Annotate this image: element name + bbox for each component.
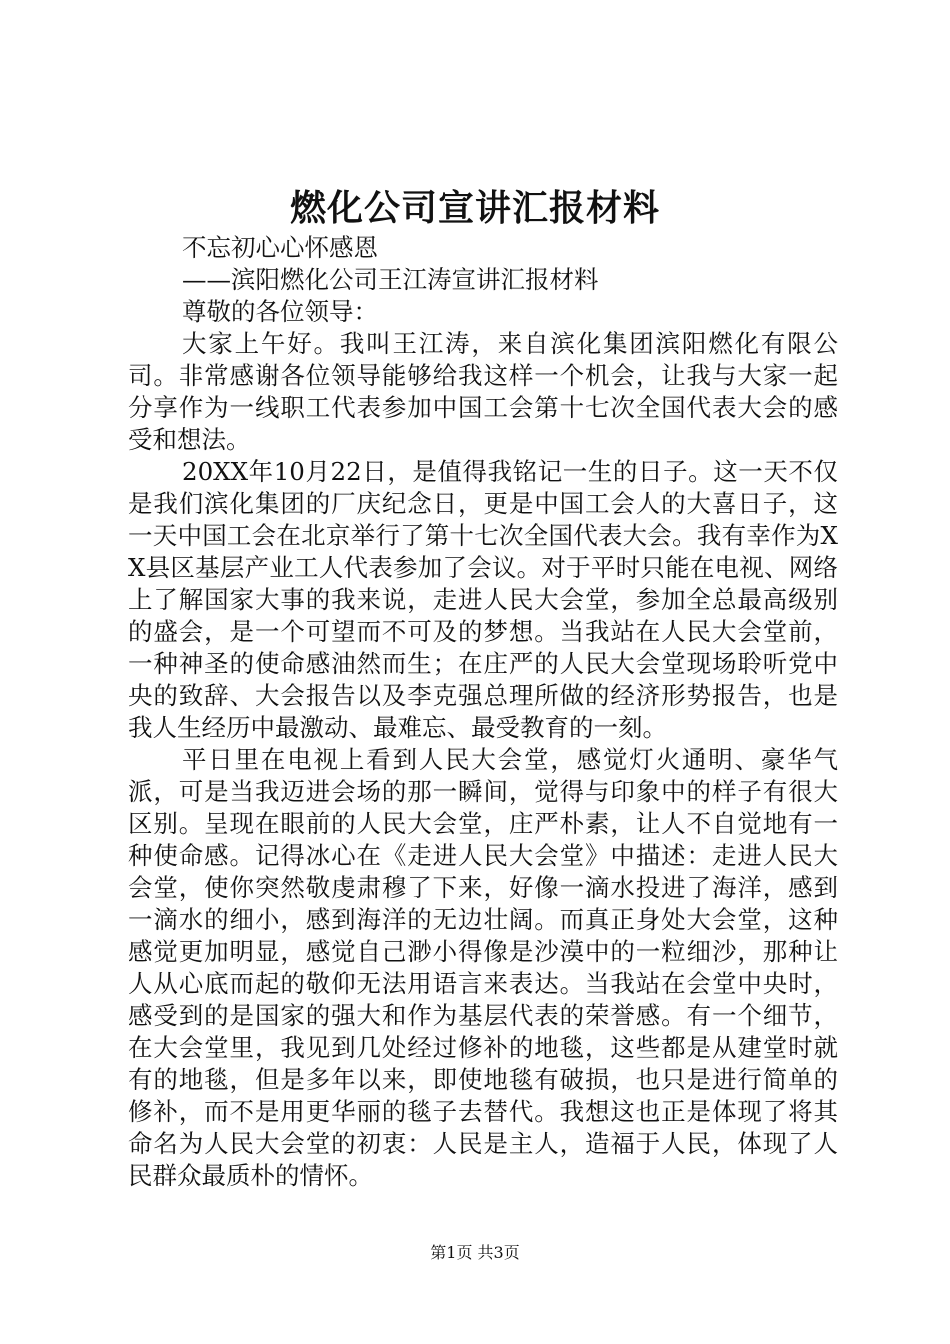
paragraph-2: 20XX年10月22日，是值得我铭记一生的日子。这一天不仅是我们滨化集团的厂庆纪念日，更是中国工会人的大喜日子，这一天中国工会在北京举行了第十七次全国代表大会。我有幸作为XX县区基层产业工人代表参加了会议。对于平时只能在电视、网络上了解国家大事的我来说，走进人民大会堂，参加全总最高级别的盛会，是一个可望而不可及的梦想。当我站在人民大会堂前，一种神圣的使命感油然而生；在庄严的人民大会堂现场聆听党中央的致辞、大会报告以及李克强总理所做的经济形势报告，也是我人生经历中最激动、最难忘、最受教育的一刻。: [128, 457, 838, 742]
paragraph-3: 平日里在电视上看到人民大会堂，感觉灯火通明、豪华气派，可是当我迈进会场的那一瞬间，觉得与印象中的样子有很大区别。呈现在眼前的人民大会堂，庄严朴素，让人不自觉地有一种使命感。记得冰心在《走进人民大会堂》中描述：走进人民大会堂，使你突然敬虔肃穆了下来，好像一滴水投进了海洋，感到一滴水的细小，感到海洋的无边壮阔。而真正身处大会堂，这种感觉更加明显，感觉自己渺小得像是沙漠中的一粒细沙，那种让人从心底而起的敬仰无法用语言来表达。当我站在会堂中央时，感受到的是国家的强大和作为基层代表的荣誉感。有一个细节，在大会堂里，我见到几处经过修补的地毯，这些都是从建堂时就有的地毯，但是多年以来，即使地毯有破损，也只是进行简单的修补，而不是用更华丽的毯子去替代。我想这也正是体现了将其命名为人民大会堂的初衷：人民是主人，造福于人民，体现了人民群众最质朴的情怀。: [128, 745, 838, 1190]
document-title: 燃化公司宣讲汇报材料: [289, 187, 660, 229]
document-byline: ——滨阳燃化公司王江涛宣讲汇报材料: [182, 265, 599, 294]
document-subtitle: 不忘初心心怀感恩: [182, 233, 378, 262]
document-body: [128, 232, 838, 1192]
salutation: 尊敬的各位领导：: [182, 297, 378, 326]
page-footer: 第1页 共3页: [430, 1243, 520, 1262]
paragraph-1: 大家上午好。我叫王江涛，来自滨化集团滨阳燃化有限公司。非常感谢各位领导能够给我这样一个机会，让我与大家一起分享作为一线职工代表参加中国工会第十七次全国代表大会的感受和想法。: [128, 329, 838, 454]
